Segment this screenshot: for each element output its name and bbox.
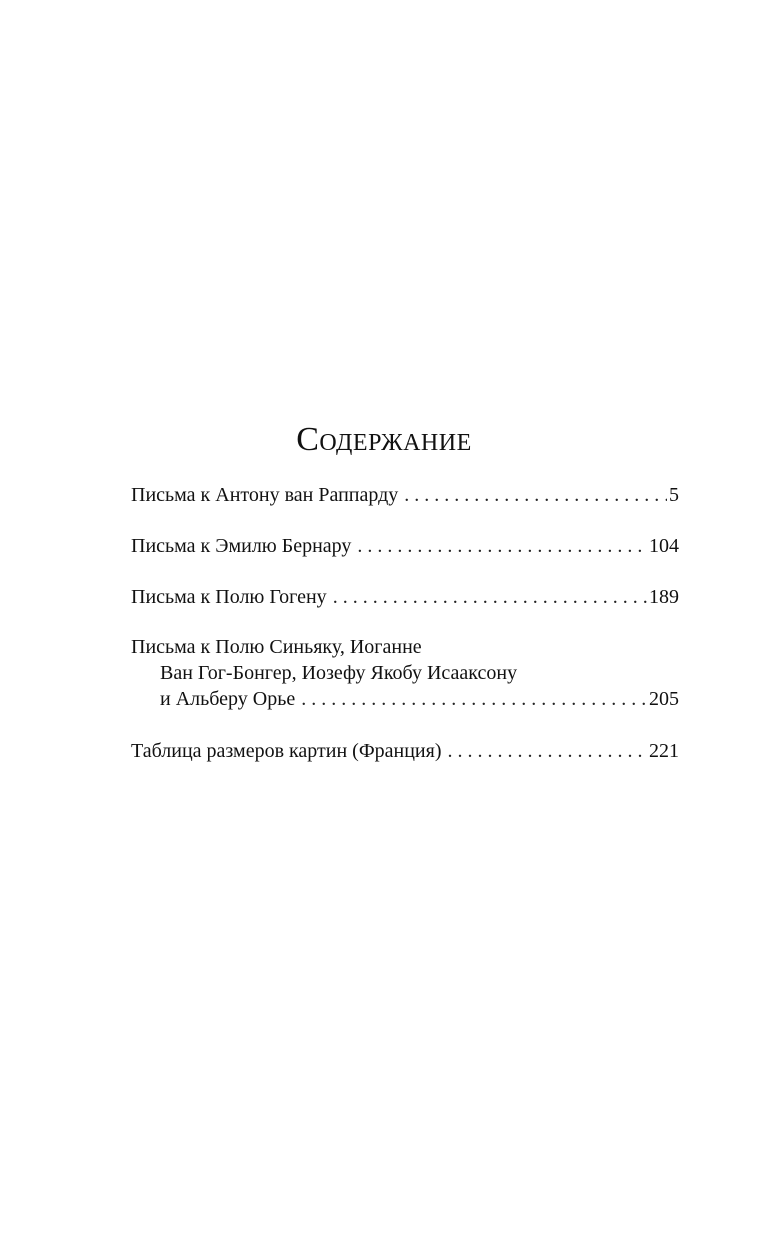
toc-entry-signac[interactable] xyxy=(131,634,679,712)
toc-entry-title: Таблица размеров картин (Франция) xyxy=(131,740,442,762)
dot-leader xyxy=(333,584,647,610)
toc-page-number: 189 xyxy=(649,586,679,608)
dot-leader xyxy=(301,686,647,712)
toc-entry-gauguin[interactable] xyxy=(131,584,679,610)
dot-leader xyxy=(404,482,667,508)
toc-entry-title-line-1: Письма к Полю Синьяку, Иоганне xyxy=(131,636,422,658)
page-title: Содержание xyxy=(296,421,472,458)
toc-entry-bernard[interactable] xyxy=(131,533,679,559)
toc-page-number: 205 xyxy=(649,688,679,710)
toc-page-number: 5 xyxy=(669,484,679,506)
dot-leader xyxy=(357,533,647,559)
toc-entry-title-line-3: и Альберу Орье xyxy=(160,688,296,710)
toc-entry-sizes-table[interactable] xyxy=(131,738,679,764)
toc-entry-title: Письма к Антону ван Раппарду xyxy=(131,484,399,506)
toc-entry-title: Письма к Эмилю Бернару xyxy=(131,535,352,557)
toc-entry-rappard[interactable] xyxy=(131,482,679,508)
toc-entry-title-line-2: Ван Гог-Бонгер, Иозефу Якобу Исааксону xyxy=(160,662,518,684)
dot-leader xyxy=(448,738,648,764)
toc-page-number: 221 xyxy=(649,740,679,762)
toc-entry-title: Письма к Полю Гогену xyxy=(131,586,327,608)
toc-page-number: 104 xyxy=(649,535,679,557)
